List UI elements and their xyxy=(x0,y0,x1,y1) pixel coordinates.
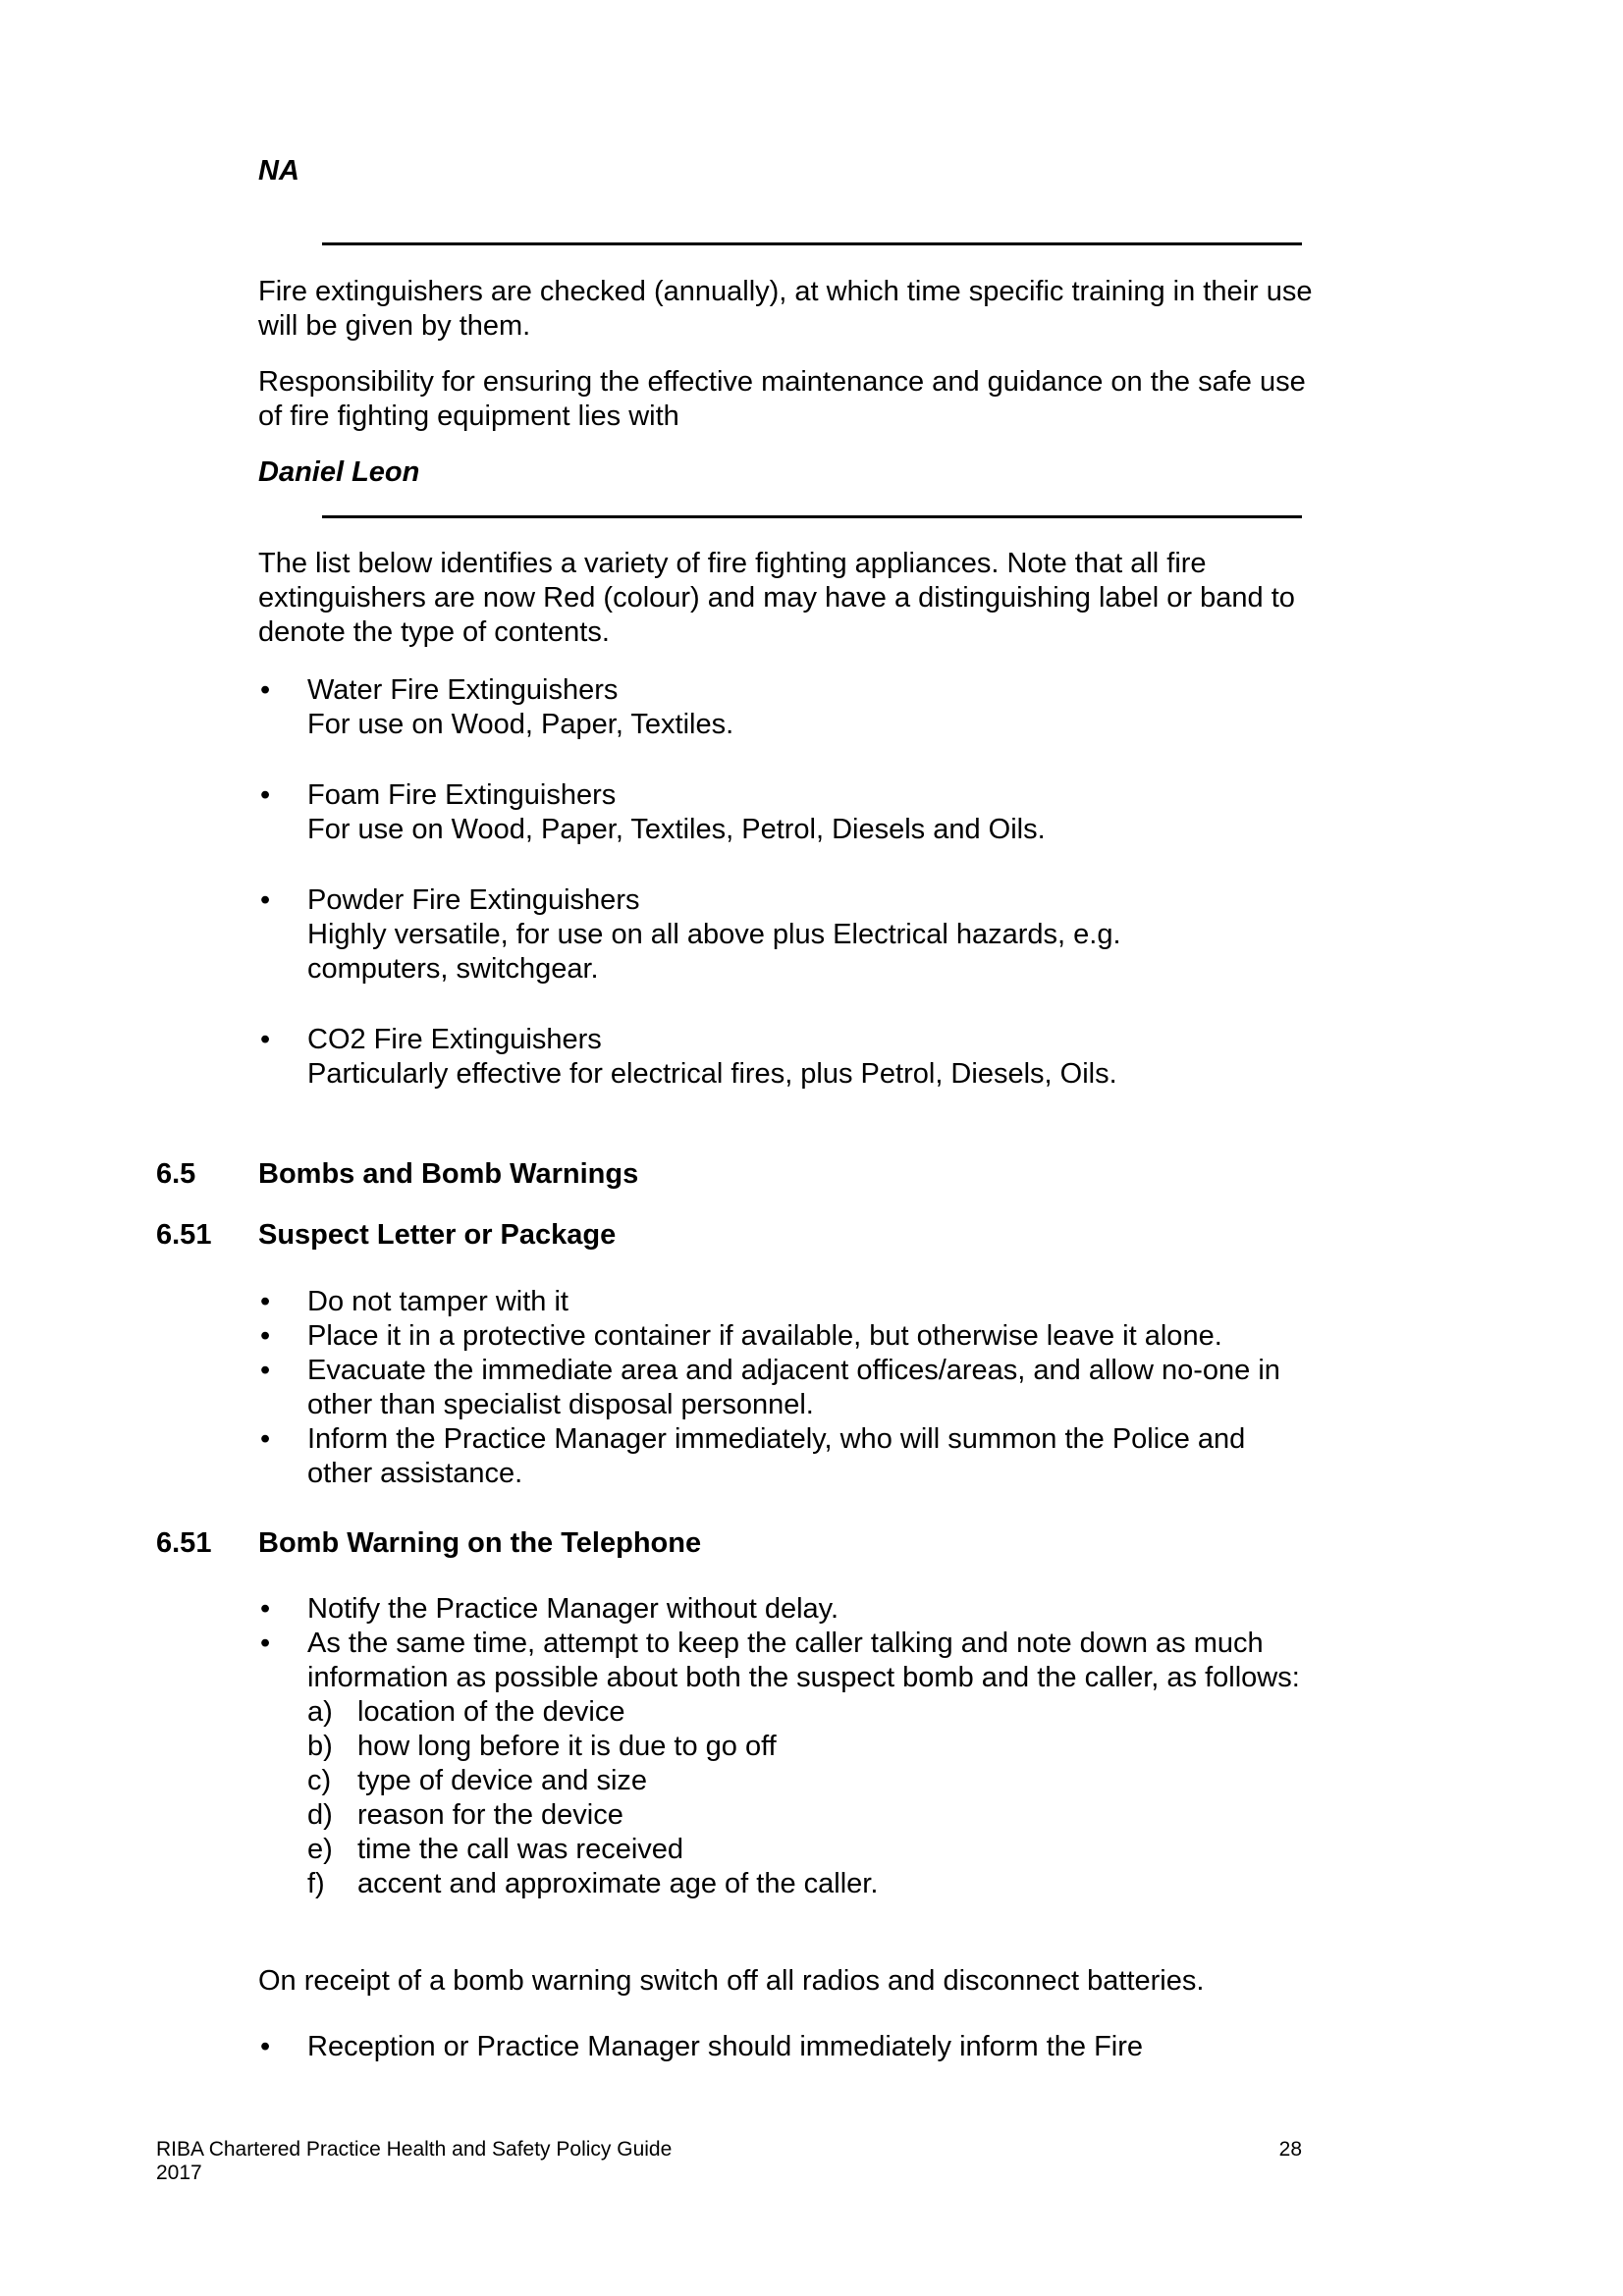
bullet-icon: • xyxy=(260,1593,271,1625)
bullet-icon: • xyxy=(260,884,271,916)
list-item xyxy=(307,1764,1319,1798)
list-item-text: Reception or Practice Manager should immediately inform the Fire xyxy=(307,2031,1144,2062)
bullet-icon: • xyxy=(260,674,271,706)
intro-paragraph: Fire extinguishers are checked (annually), at which time specific training in their use will be given by them. xyxy=(258,276,1313,342)
page-number: 28 xyxy=(1278,2138,1302,2161)
list-item-text: Notify the Practice Manager without delay. xyxy=(307,1593,839,1625)
list-item xyxy=(307,1695,1319,1730)
list-item xyxy=(307,1867,1319,1901)
list-item-text: time the call was received xyxy=(357,1834,684,1865)
bullet-icon: • xyxy=(260,1423,271,1455)
list-item-text: type of device and size xyxy=(357,1765,648,1796)
list-letter: b) xyxy=(307,1731,333,1762)
responsible-person-name: Daniel Leon xyxy=(258,456,420,488)
extinguisher-list xyxy=(258,673,1319,1092)
list-item xyxy=(307,1798,1319,1833)
extinguisher-name: Foam Fire Extinguishers xyxy=(307,779,617,811)
list-item-text: As the same time, attempt to keep the caller talking and note down as much information as possible about both the suspect bomb and the caller, as follows: xyxy=(307,1628,1300,1693)
list-item xyxy=(258,1023,1319,1092)
list-letter: c) xyxy=(307,1765,332,1796)
caller-details-list xyxy=(307,1695,1319,1901)
fill-in-line xyxy=(322,515,1302,518)
responsibility-paragraph: Responsibility for ensuring the effective maintenance and guidance on the safe use of fire fighting equipment lies with xyxy=(258,366,1306,432)
list-item xyxy=(258,883,1319,987)
list-item xyxy=(258,1627,1319,1901)
extinguisher-use: For use on Wood, Paper, Textiles. xyxy=(307,709,734,740)
list-item xyxy=(307,1833,1319,1867)
list-letter: a) xyxy=(307,1696,333,1728)
list-item xyxy=(258,778,1319,847)
appliances-intro-paragraph: The list below identifies a variety of fire fighting appliances. Note that all fire extinguishers are now Red (colour) and may have a distinguishing label or band to denote the type of contents. xyxy=(258,548,1295,648)
list-item xyxy=(307,1730,1319,1764)
list-letter: f) xyxy=(307,1868,325,1899)
list-item xyxy=(258,1354,1289,1422)
section-number: 6.5 xyxy=(156,1158,196,1190)
final-action-list xyxy=(258,2030,1319,2064)
list-item xyxy=(258,1319,1319,1354)
suspect-package-list xyxy=(258,1285,1319,1491)
list-item xyxy=(258,1285,1319,1319)
section-title: Bomb Warning on the Telephone xyxy=(258,1527,702,1559)
bullet-icon: • xyxy=(260,2031,271,2062)
responsible-person-top: NA xyxy=(258,155,299,187)
bullet-icon: • xyxy=(260,1628,271,1659)
bomb-receipt-paragraph: On receipt of a bomb warning switch off all radios and disconnect batteries. xyxy=(258,1965,1205,1997)
bullet-icon: • xyxy=(260,1320,271,1352)
list-letter: d) xyxy=(307,1799,333,1831)
extinguisher-use: Highly versatile, for use on all above plus Electrical hazards, e.g. computers, switchgear. xyxy=(307,919,1121,985)
list-item-text: accent and approximate age of the caller. xyxy=(357,1868,879,1899)
section-number: 6.51 xyxy=(156,1527,212,1559)
list-item xyxy=(258,1422,1289,1491)
bullet-icon: • xyxy=(260,1024,271,1055)
list-item xyxy=(258,2030,1319,2064)
list-item-text: Do not tamper with it xyxy=(307,1286,568,1317)
list-item-text: how long before it is due to go off xyxy=(357,1731,777,1762)
bullet-icon: • xyxy=(260,1286,271,1317)
list-item-text: Evacuate the immediate area and adjacent offices/areas, and allow no-one in other than specialist disposal personnel. xyxy=(307,1355,1280,1420)
footer-year: 2017 xyxy=(156,2162,202,2184)
list-item xyxy=(258,673,1319,742)
list-item-text: location of the device xyxy=(357,1696,625,1728)
extinguisher-name: CO2 Fire Extinguishers xyxy=(307,1024,602,1055)
fill-in-line xyxy=(322,242,1302,245)
extinguisher-name: Powder Fire Extinguishers xyxy=(307,884,640,916)
list-item-text: Place it in a protective container if available, but otherwise leave it alone. xyxy=(307,1320,1222,1352)
extinguisher-use: For use on Wood, Paper, Textiles, Petrol, Diesels and Oils. xyxy=(307,814,1046,845)
extinguisher-use: Particularly effective for electrical fires, plus Petrol, Diesels, Oils. xyxy=(307,1058,1117,1090)
list-letter: e) xyxy=(307,1834,333,1865)
extinguisher-name: Water Fire Extinguishers xyxy=(307,674,619,706)
section-number: 6.51 xyxy=(156,1219,212,1251)
bullet-icon: • xyxy=(260,1355,271,1386)
list-item-text: reason for the device xyxy=(357,1799,623,1831)
bullet-icon: • xyxy=(260,779,271,811)
footer-title: RIBA Chartered Practice Health and Safety Policy Guide xyxy=(156,2138,673,2161)
list-item-text: Inform the Practice Manager immediately, who will summon the Police and other assistance. xyxy=(307,1423,1246,1489)
list-item xyxy=(258,1592,1319,1627)
phone-warning-list xyxy=(258,1592,1319,1901)
section-title: Suspect Letter or Package xyxy=(258,1219,617,1251)
section-title: Bombs and Bomb Warnings xyxy=(258,1158,639,1190)
